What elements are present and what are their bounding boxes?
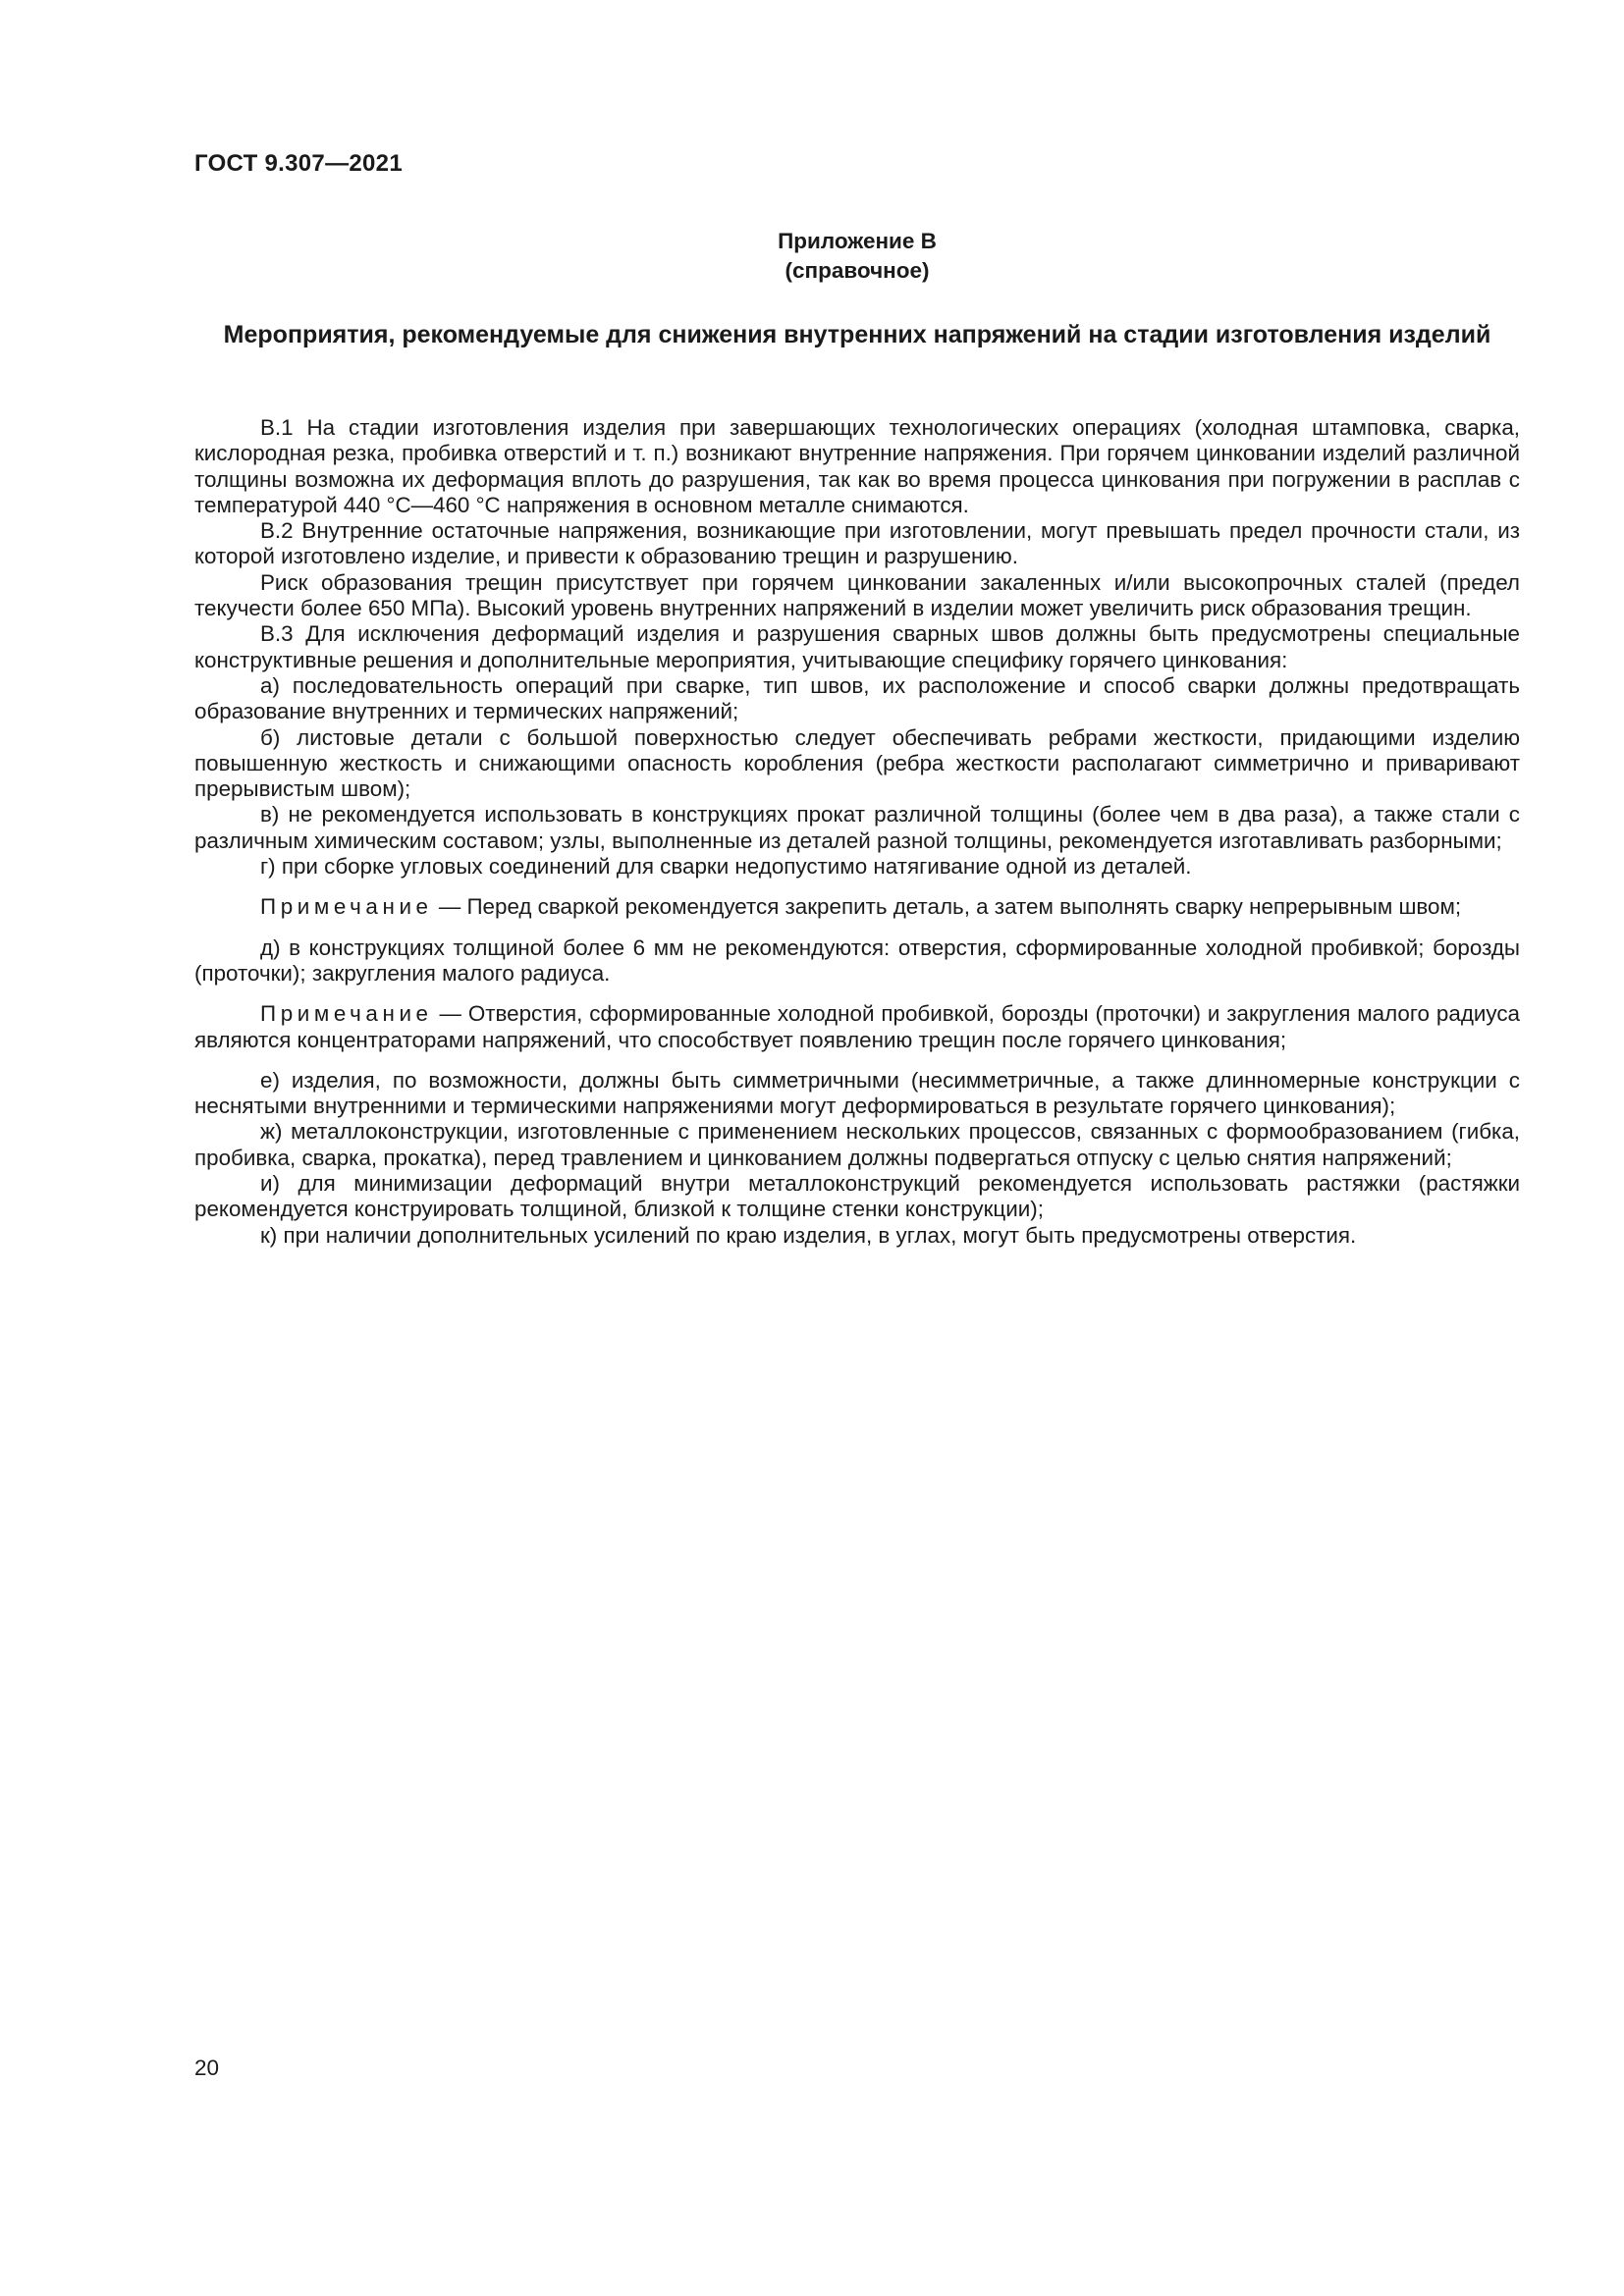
paragraph: Риск образования трещин присутствует при горячем цинковании закаленных и/или высокопрочных сталей (предел текучести более 650 МПа). Высокий уровень внутренних напряжений в изделии может увеличить риск образования трещин. [194,569,1520,621]
note-label: Примечание [260,894,433,920]
paragraph: В.1 На стадии изготовления изделия при завершающих технологических операциях (холодная штамповка, сварка, кислородная резка, пробивка отверстий и т. п.) возникают внутренние напряжения. При горячем цинковании изделий различной толщины возможна их деформация вплоть до разрушения, так как во время процесса цинкования при погружении в расплав с температурой 440 °С—460 °С напряжения в основном металле снимаются. [194,415,1520,517]
appendix-type: (справочное) [785,258,930,283]
list-item: д) в конструкциях толщиной более 6 мм не рекомендуются: отверстия, сформированные холодной пробивкой; борозды (проточки); закругления малого радиуса. [194,934,1520,986]
note [194,894,1520,920]
list-item: е) изделия, по возможности, должны быть симметричными (несимметричные, а также длинномерные конструкции с неснятыми внутренними и термическими напряжениями могут деформироваться в результате горячего цинкования); [194,1067,1520,1119]
list-item: ж) металлоконструкции, изготовленные с применением нескольких процессов, связанных с формообразованием (гибка, пробивка, сварка, прокатка), перед травлением и цинкованием должны подвергаться отпуску с целью снятия напряжений; [194,1119,1520,1170]
page-number: 20 [194,2056,220,2080]
list-item: к) при наличии дополнительных усилений по краю изделия, в углах, могут быть предусмотрены отверстия. [260,1222,1357,1248]
note-text: — Перед сваркой рекомендуется закрепить деталь, а затем выполнять сварку непрерывным швом; [432,894,1462,920]
list-item: г) при сборке угловых соединений для сварки недопустимо натягивание одной из деталей. [260,854,1192,880]
note-label: Примечание [260,1001,433,1027]
document-code: ГОСТ 9.307—2021 [194,150,403,177]
list-item: б) листовые детали с большой поверхностью следует обеспечивать ребрами жесткости, придающими изделию повышенную жесткость и снижающими опасность коробления (ребра жесткости располагают симметрично и приваривают прерывистым швом); [194,724,1520,802]
paragraph: В.3 Для исключения деформаций изделия и разрушения сварных швов должны быть предусмотрены специальные конструктивные решения и дополнительные мероприятия, учитывающие специфику горячего цинкования: [194,621,1520,672]
paragraph: В.2 Внутренние остаточные напряжения, возникающие при изготовлении, могут превышать предел прочности стали, из которой изготовлено изделие, и привести к образованию трещин и разрушению. [194,518,1520,569]
list-item: и) для минимизации деформаций внутри металлоконструкций рекомендуется использовать растяжки (растяжки рекомендуется конструировать толщиной, близкой к толщине стенки конструкции); [194,1171,1520,1222]
list-item: в) не рекомендуется использовать в конструкциях прокат различной толщины (более чем в два раза), а также стали с различным химическим составом; узлы, выполненные из деталей разной толщины, рекомендуется изготавливать разборными; [194,802,1520,853]
list-item: а) последовательность операций при сварке, тип швов, их расположение и способ сварки должны предотвращать образование внутренних и термических напряжений; [194,672,1520,724]
section-title: Мероприятия, рекомендуемые для снижения внутренних напряжений на стадии изготовления изделий [223,321,1491,348]
appendix-heading [194,227,1520,286]
appendix-label: Приложение В [778,229,937,253]
document-body [194,415,1520,1249]
note-text: — Отверстия, сформированные холодной пробивкой, борозды (проточки) и закругления малого радиуса являются концентраторами напряжений, что способствует появлению трещин после горячего цинкования; [194,1001,1520,1052]
note [194,1001,1520,1053]
